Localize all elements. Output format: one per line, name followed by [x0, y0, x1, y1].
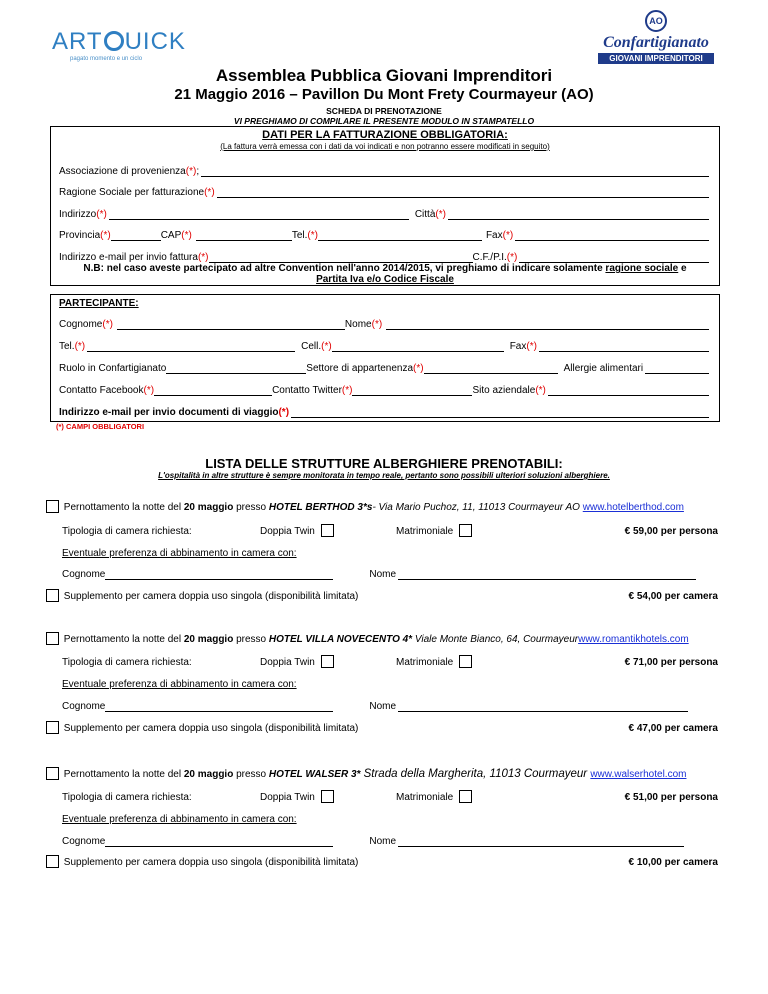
nome-input[interactable]	[386, 320, 709, 330]
confartigianato-name: Confartigianato	[603, 34, 709, 51]
tipologia-label: Tipologia di camera richiesta:	[62, 792, 192, 803]
matrimoniale-option: Matrimoniale	[396, 790, 472, 803]
matrimoniale-checkbox[interactable]	[459, 655, 472, 668]
twitter-input[interactable]	[352, 386, 472, 396]
ruolo-row: Ruolo in Confartigianato Settore di appartenenza (*) Allergie alimentari	[59, 363, 711, 374]
artquick-logo: ART UICK pagato momento e un ciclo	[52, 28, 186, 62]
scheda-label: SCHEDA DI PRENOTAZIONE	[326, 106, 442, 116]
supplemento-row: Supplemento per camera doppia uso singola (disponibilità limitata)	[46, 721, 358, 734]
cf-input[interactable]	[519, 253, 709, 263]
email-fattura-input[interactable]	[209, 253, 473, 263]
supplemento-checkbox[interactable]	[46, 589, 59, 602]
participant-box	[50, 294, 720, 422]
participant-tel-input[interactable]	[87, 342, 295, 352]
doppia-checkbox[interactable]	[321, 524, 334, 537]
preferenza-label: Eventuale preferenza di abbinamento in camera con:	[62, 679, 297, 690]
abbinamento-row: Cognome Nome	[62, 836, 686, 847]
abbinamento-row: Cognome Nome	[62, 569, 698, 580]
tipologia-label: Tipologia di camera richiesta:	[62, 526, 192, 537]
abbinamento-row: Cognome Nome	[62, 701, 690, 712]
hotel-walser-checkbox[interactable]	[46, 767, 59, 780]
hotels-note: L'ospitalità in altre strutture è sempre monitorata in tempo reale, pertanto sono possibili ulteriori soluzioni alberghiere.	[158, 471, 610, 480]
hotel-walser-link[interactable]: www.walserhotel.com	[590, 769, 687, 780]
ao-badge-icon: AO	[645, 10, 667, 32]
hotel-villa-novecento-row: Pernottamento la notte del 20 maggio presso HOTEL VILLA NOVECENTO 4* Viale Monte Bianco, 64, Courmayeurwww.romantikhotels.com	[46, 632, 689, 645]
price-person: € 59,00 per persona	[624, 526, 718, 537]
cognome-input[interactable]	[117, 320, 345, 330]
page-title: Assemblea Pubblica Giovani Imprenditori	[215, 66, 553, 85]
hotel-walser-row: Pernottamento la notte del 20 maggio presso HOTEL WALSER 3* Strada della Margherita, 11013 Courmayeur www.walserhotel.com	[46, 767, 686, 780]
doppia-option: Doppia Twin	[260, 790, 334, 803]
hotels-title: LISTA DELLE STRUTTURE ALBERGHIERE PRENOTABILI:	[205, 456, 563, 471]
abbinamento-nome-input[interactable]	[398, 702, 688, 712]
doppia-checkbox[interactable]	[321, 790, 334, 803]
price-person: € 51,00 per persona	[624, 792, 718, 803]
supplemento-checkbox[interactable]	[46, 721, 59, 734]
supplemento-checkbox[interactable]	[46, 855, 59, 868]
matrimoniale-option: Matrimoniale	[396, 524, 472, 537]
billing-note: (La fattura verrà emessa con i dati da voi indicati e non potranno essere modificati in seguito)	[220, 142, 550, 151]
citta-input[interactable]	[448, 210, 709, 220]
hotel-villa-novecento-link[interactable]: www.romantikhotels.com	[578, 634, 689, 645]
confartigianato-logo	[596, 10, 716, 72]
obbligatori-note: (*) CAMPI OBBLIGATORI	[56, 422, 145, 431]
social-row: Contatto Facebook (*) Contatto Twitter (*) Sito aziendale (*)	[59, 385, 711, 396]
facebook-input[interactable]	[154, 386, 272, 396]
doppia-option: Doppia Twin	[260, 524, 334, 537]
allergie-input[interactable]	[645, 364, 709, 374]
matrimoniale-option: Matrimoniale	[396, 655, 472, 668]
doppia-checkbox[interactable]	[321, 655, 334, 668]
fax-input[interactable]	[515, 231, 709, 241]
price-room: € 47,00 per camera	[628, 723, 718, 734]
participant-fax-input[interactable]	[539, 342, 709, 352]
ragione-sociale-field[interactable]: Ragione Sociale per fatturazione (*)	[59, 187, 711, 198]
matrimoniale-checkbox[interactable]	[459, 790, 472, 803]
tel-cell-fax-row: Tel. (*) Cell. (*) Fax (*)	[59, 341, 711, 352]
price-room: € 54,00 per camera	[628, 591, 718, 602]
hotel-villa-novecento-checkbox[interactable]	[46, 632, 59, 645]
abbinamento-nome-input[interactable]	[398, 570, 696, 580]
hotel-berthod-link[interactable]: www.hotelberthod.com	[582, 502, 684, 513]
preferenza-label: Eventuale preferenza di abbinamento in camera con:	[62, 548, 297, 559]
price-room: € 10,00 per camera	[628, 857, 718, 868]
email-viaggio-input[interactable]	[291, 408, 709, 418]
cognome-nome-row: Cognome (*) Nome (*)	[59, 319, 711, 330]
indirizzo-input[interactable]	[109, 210, 409, 220]
billing-title: DATI PER LA FATTURAZIONE OBBLIGATORIA:	[262, 129, 508, 141]
stampatello-instruction: VI PREGHIAMO DI COMPILARE IL PRESENTE MODULO IN STAMPATELLO	[233, 116, 535, 126]
nb-note: N.B: nel caso aveste partecipato ad altre Convention nell'anno 2014/2015, vi preghiamo di indicare solamente ragione sociale e	[83, 263, 687, 274]
abbinamento-nome-input[interactable]	[398, 837, 684, 847]
abbinamento-cognome-input[interactable]	[105, 570, 333, 580]
doppia-option: Doppia Twin	[260, 655, 334, 668]
provincia-input[interactable]	[111, 231, 161, 241]
indirizzo-citta-row: Indirizzo (*) Città (*)	[59, 209, 711, 220]
abbinamento-cognome-input[interactable]	[105, 837, 333, 847]
tipologia-label: Tipologia di camera richiesta:	[62, 657, 192, 668]
supplemento-row: Supplemento per camera doppia uso singola (disponibilità limitata)	[46, 855, 358, 868]
tel-input[interactable]	[318, 231, 482, 241]
preferenza-label: Eventuale preferenza di abbinamento in camera con:	[62, 814, 297, 825]
sito-input[interactable]	[548, 386, 709, 396]
email-viaggio-row: Indirizzo e-mail per invio documenti di viaggio (*)	[59, 407, 711, 418]
provincia-row: Provincia (*) CAP (*) Tel. (*) Fax (*)	[59, 230, 711, 241]
ruolo-input[interactable]	[166, 364, 306, 374]
matrimoniale-checkbox[interactable]	[459, 524, 472, 537]
participant-title: PARTECIPANTE:	[59, 298, 139, 309]
billing-box	[50, 126, 720, 286]
giovani-imprenditori-bar: GIOVANI IMPRENDITORI	[598, 53, 714, 64]
hotel-berthod-checkbox[interactable]	[46, 500, 59, 513]
artquick-tagline: pagato momento e un ciclo	[70, 56, 143, 62]
cell-input[interactable]	[332, 342, 504, 352]
cap-input[interactable]	[196, 231, 292, 241]
assoc-field[interactable]: Associazione di provenienza (*) ;	[59, 166, 711, 177]
email-cf-row: Indirizzo e-mail per invio fattura (*) C.F./P.I. (*)	[59, 252, 711, 263]
hotel-berthod-row: Pernottamento la notte del 20 maggio presso HOTEL BERTHOD 3*s- Via Mario Puchoz, 11, 11013 Courmayeur AO www.hotelberthod.com	[46, 500, 684, 513]
supplemento-row: Supplemento per camera doppia uso singola (disponibilità limitata)	[46, 589, 358, 602]
page-subtitle: 21 Maggio 2016 – Pavillon Du Mont Frety Courmayeur (AO)	[174, 86, 594, 103]
nb-piva: Partita Iva e/o Codice Fiscale	[316, 274, 454, 285]
price-person: € 71,00 per persona	[624, 657, 718, 668]
settore-input[interactable]	[424, 364, 558, 374]
abbinamento-cognome-input[interactable]	[105, 702, 333, 712]
